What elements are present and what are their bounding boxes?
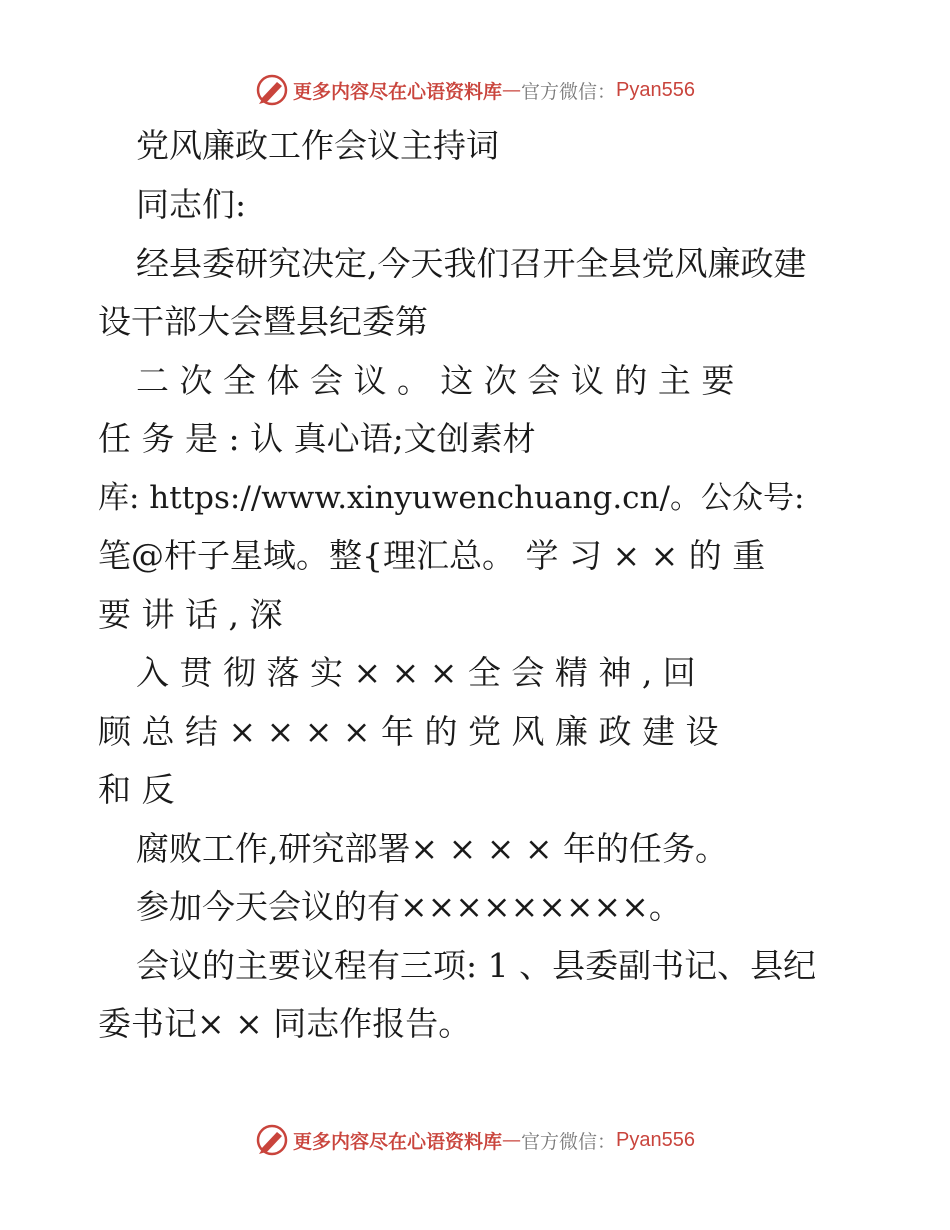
text-line: 会议的主要议程有三项: 1 、县委副书记、县纪 (136, 946, 817, 985)
text-line: 同志们: (136, 185, 247, 224)
document-title: 党风廉政工作会议主持词 (136, 126, 499, 165)
watermark-main-text: 更多内容尽在心语资料库 (293, 80, 503, 103)
text-line: 设干部大会暨县纪委第 (98, 302, 428, 341)
text-line: 参加今天会议的有×××××××××。 (136, 887, 682, 926)
text-line: 和 反 (98, 770, 175, 809)
text-line: 经县委研究决定,今天我们召开全县党风廉政建 (136, 244, 807, 283)
watermark-banner-top (0, 70, 950, 110)
text-line: 二 次 全 体 会 议 。 这 次 会 议 的 主 要 (136, 361, 735, 400)
text-line: 腐败工作,研究部署× × × × 年的任务。 (136, 829, 729, 868)
text-line: 任 务 是 : 认 真心语;文创素材 (98, 419, 536, 458)
text-line: 笔@杆子星域。整{理汇总。 学 习 × × 的 重 (98, 536, 766, 575)
watermark-sub-text: 官方微信： (521, 80, 617, 103)
text-line: 委书记× × 同志作报告。 (98, 1004, 472, 1043)
pen-logo-icon (255, 1123, 289, 1157)
watermark-dash: — (502, 79, 522, 101)
watermark-id: Pyan556 (616, 1128, 695, 1151)
text-line: 要 讲 话 , 深 (98, 595, 283, 634)
watermark-sub-text: 官方微信： (521, 1130, 617, 1153)
pen-logo-icon (255, 73, 289, 107)
watermark-dash: — (502, 1129, 522, 1151)
watermark-banner-bottom (0, 1120, 950, 1160)
text-line: 入 贯 彻 落 实 × × × 全 会 精 神 , 回 (136, 653, 696, 692)
watermark-id: Pyan556 (616, 78, 695, 101)
text-line: 库: https://www.xinyuwenchuang.cn/。公众号: (98, 480, 805, 516)
watermark-main-text: 更多内容尽在心语资料库 (293, 1130, 503, 1153)
text-line: 顾 总 结 × × × × 年 的 党 风 廉 政 建 设 (98, 712, 719, 751)
